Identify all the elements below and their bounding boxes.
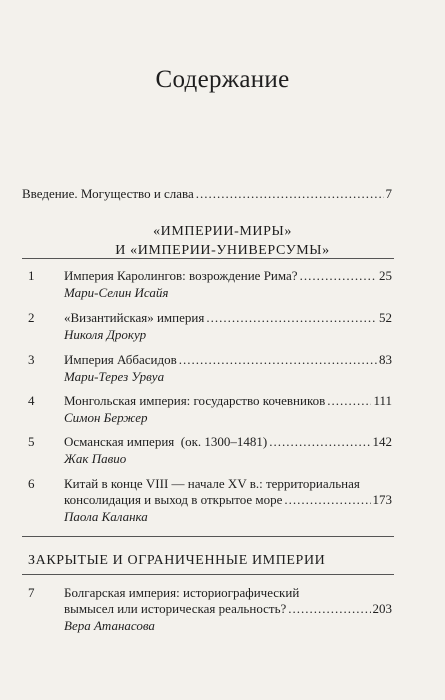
page-number: 203 xyxy=(372,601,392,616)
toc-entry-intro[interactable] xyxy=(22,186,392,202)
dot-leader xyxy=(206,310,377,326)
entry-title: Османская империя (ок. 1300–1481) xyxy=(64,434,268,449)
chapter-number: 1 xyxy=(28,268,35,283)
dot-leader xyxy=(288,601,370,617)
section-heading-2: ЗАКРЫТЫЕ И ОГРАНИЧЕННЫЕ ИМПЕРИИ xyxy=(28,553,326,568)
entry-title: Империя Каролингов: возрождение Рима? xyxy=(64,268,298,283)
chapter-number: 6 xyxy=(28,476,35,491)
toc-entry[interactable] xyxy=(28,434,392,467)
page-number: 52 xyxy=(379,310,392,325)
divider xyxy=(22,258,394,259)
toc-entry[interactable] xyxy=(28,352,392,385)
page-number: 7 xyxy=(385,186,392,201)
toc-entry[interactable] xyxy=(28,268,392,301)
entry-title-line: вымысел или историческая реальность? xyxy=(64,601,287,616)
entry-title: Введение. Могущество и слава xyxy=(22,186,194,201)
divider xyxy=(22,536,394,537)
section-heading-1 xyxy=(0,222,445,260)
toc-entry[interactable] xyxy=(28,310,392,343)
divider xyxy=(22,574,394,575)
section-heading-line: И «ИМПЕРИИ-УНИВЕРСУМЫ» xyxy=(115,243,330,258)
entry-author: Вера Атанасова xyxy=(64,618,155,633)
chapter-number: 2 xyxy=(28,310,35,325)
page-number: 173 xyxy=(372,492,392,507)
page-number: 142 xyxy=(372,434,392,449)
chapter-number: 5 xyxy=(28,434,35,449)
entry-author: Жак Павио xyxy=(64,451,127,466)
dot-leader xyxy=(284,492,370,508)
entry-title: Монгольская империя: государство кочевников xyxy=(64,393,326,408)
page-number: 83 xyxy=(379,352,392,367)
chapter-number: 7 xyxy=(28,585,35,600)
dot-leader xyxy=(179,352,377,368)
dot-leader xyxy=(300,268,377,284)
entry-title-line: консолидация и выход в открытое море xyxy=(64,492,283,507)
chapter-number: 4 xyxy=(28,393,35,408)
toc-entry[interactable] xyxy=(28,585,392,634)
page-number: 111 xyxy=(373,393,392,408)
entry-author: Мари-Селин Исайя xyxy=(64,285,169,300)
entry-author: Паола Каланка xyxy=(64,509,148,524)
page-number: 25 xyxy=(379,268,392,283)
entry-title: «Византийская» империя xyxy=(64,310,205,325)
entry-author: Мари-Терез Урвуа xyxy=(64,369,165,384)
chapter-number: 3 xyxy=(28,352,35,367)
toc-entry[interactable] xyxy=(28,393,392,426)
entry-title-line: Китай в конце VIII — начале XV в.: территориальная xyxy=(64,476,360,491)
section-heading-line: «ИМПЕРИИ-МИРЫ» xyxy=(153,224,292,239)
entry-author: Симон Бержер xyxy=(64,410,148,425)
page-title: Содержание xyxy=(155,66,290,93)
dot-leader xyxy=(269,434,370,450)
toc-entry[interactable] xyxy=(28,476,392,525)
dot-leader xyxy=(327,393,371,409)
entry-title: Империя Аббасидов xyxy=(64,352,177,367)
entry-author: Николя Дрокур xyxy=(64,327,147,342)
dot-leader xyxy=(196,186,384,202)
entry-title-line: Болгарская империя: историографический xyxy=(64,585,300,600)
